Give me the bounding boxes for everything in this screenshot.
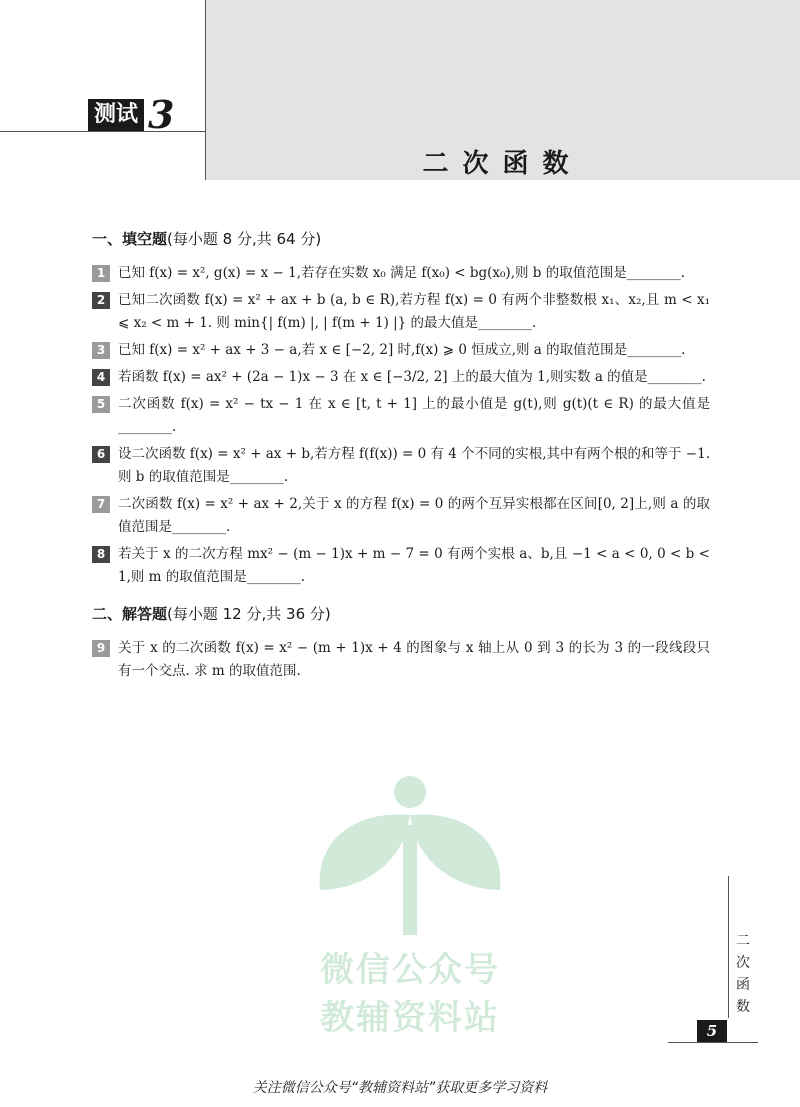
header-frame: [0, 0, 206, 180]
question-text: 设二次函数 f(x) = x² + ax + b,若方程 f(f(x)) = 0 有 4 个不同的实根,其中有两个根的和等于 −1. 则 b 的取值范围是________.: [118, 446, 710, 485]
question-text: 已知 f(x) = x², g(x) = x − 1,若存在实数 x₀ 满足 f(x₀) < bg(x₀),则 b 的取值范围是________.: [118, 265, 686, 281]
question-text: 关于 x 的二次函数 f(x) = x² − (m + 1)x + 4 的图象与 x 轴上从 0 到 3 的长为 3 的一段线段只有一个交点. 求 m 的取值范围.: [118, 640, 710, 679]
question-text: 已知 f(x) = x² + ax + 3 − a,若 x ∈ [−2, 2] 时,f(x) ⩾ 0 恒成立,则 a 的取值范围是________.: [118, 342, 686, 358]
question-text: 若关于 x 的二次方程 mx² − (m − 1)x + m − 7 = 0 有两个实根 a、b,且 −1 < a < 0, 0 < b < 1,则 m 的取值范围是________.: [118, 546, 710, 585]
question-number: 9: [92, 640, 110, 657]
section-title: 二、解答题: [92, 605, 168, 623]
watermark-line1: 微信公众号: [320, 950, 500, 990]
question-item: [92, 289, 710, 335]
question-item: [92, 393, 710, 439]
section-heading-fill-blank: [92, 228, 710, 250]
question-item: [92, 493, 710, 539]
page-number: 5: [697, 1020, 727, 1042]
question-item: [92, 543, 710, 589]
test-label: [88, 92, 175, 137]
question-item: [92, 262, 710, 285]
sprout-logo-icon: [295, 770, 525, 940]
section-note: (每小题 8 分,共 64 分): [167, 230, 322, 248]
page-rule: [668, 1042, 758, 1043]
watermark-line2: 教辅资料站: [320, 998, 500, 1038]
question-item: [92, 637, 710, 683]
question-item: [92, 339, 710, 362]
side-tab-text: 二次函数: [736, 933, 750, 1015]
question-text: 二次函数 f(x) = x² + ax + 2,关于 x 的方程 f(x) = 0 的两个互异实根都在区间[0, 2]上,则 a 的取值范围是________.: [118, 496, 710, 535]
section-heading-answer: [92, 603, 710, 625]
question-number: 2: [92, 292, 110, 309]
watermark: [295, 770, 525, 1040]
question-text: 若函数 f(x) = ax² + (2a − 1)x − 3 在 x ∈ [−3/2, 2] 上的最大值为 1,则实数 a 的值是________.: [118, 369, 706, 385]
section-title: 一、填空题: [92, 230, 168, 248]
question-number: 1: [92, 265, 110, 282]
question-content: [92, 228, 710, 687]
question-number: 5: [92, 396, 110, 413]
question-number: 4: [92, 369, 110, 386]
question-number: 8: [92, 546, 110, 563]
question-number: 6: [92, 446, 110, 463]
question-text: 已知二次函数 f(x) = x² + ax + b (a, b ∈ R),若方程 f(x) = 0 有两个非整数根 x₁、x₂,且 m < x₁ ⩽ x₂ < m + 1. 则 min{| f(m) |, | f(m + 1) |} 的最大值是________.: [118, 292, 710, 331]
footer-note: 关注微信公众号“教辅资料站”获取更多学习资料: [252, 1080, 548, 1096]
question-item: [92, 443, 710, 489]
chapter-title: 二次函数: [422, 149, 583, 179]
section-note: (每小题 12 分,共 36 分): [167, 605, 331, 623]
question-text: 二次函数 f(x) = x² − tx − 1 在 x ∈ [t, t + 1] 上的最小值是 g(t),则 g(t)(t ∈ R) 的最大值是________.: [118, 396, 710, 435]
question-number: 7: [92, 496, 110, 513]
test-label-text: 测试: [88, 99, 144, 131]
question-item: [92, 366, 710, 389]
test-number: 3: [148, 92, 175, 137]
question-number: 3: [92, 342, 110, 359]
